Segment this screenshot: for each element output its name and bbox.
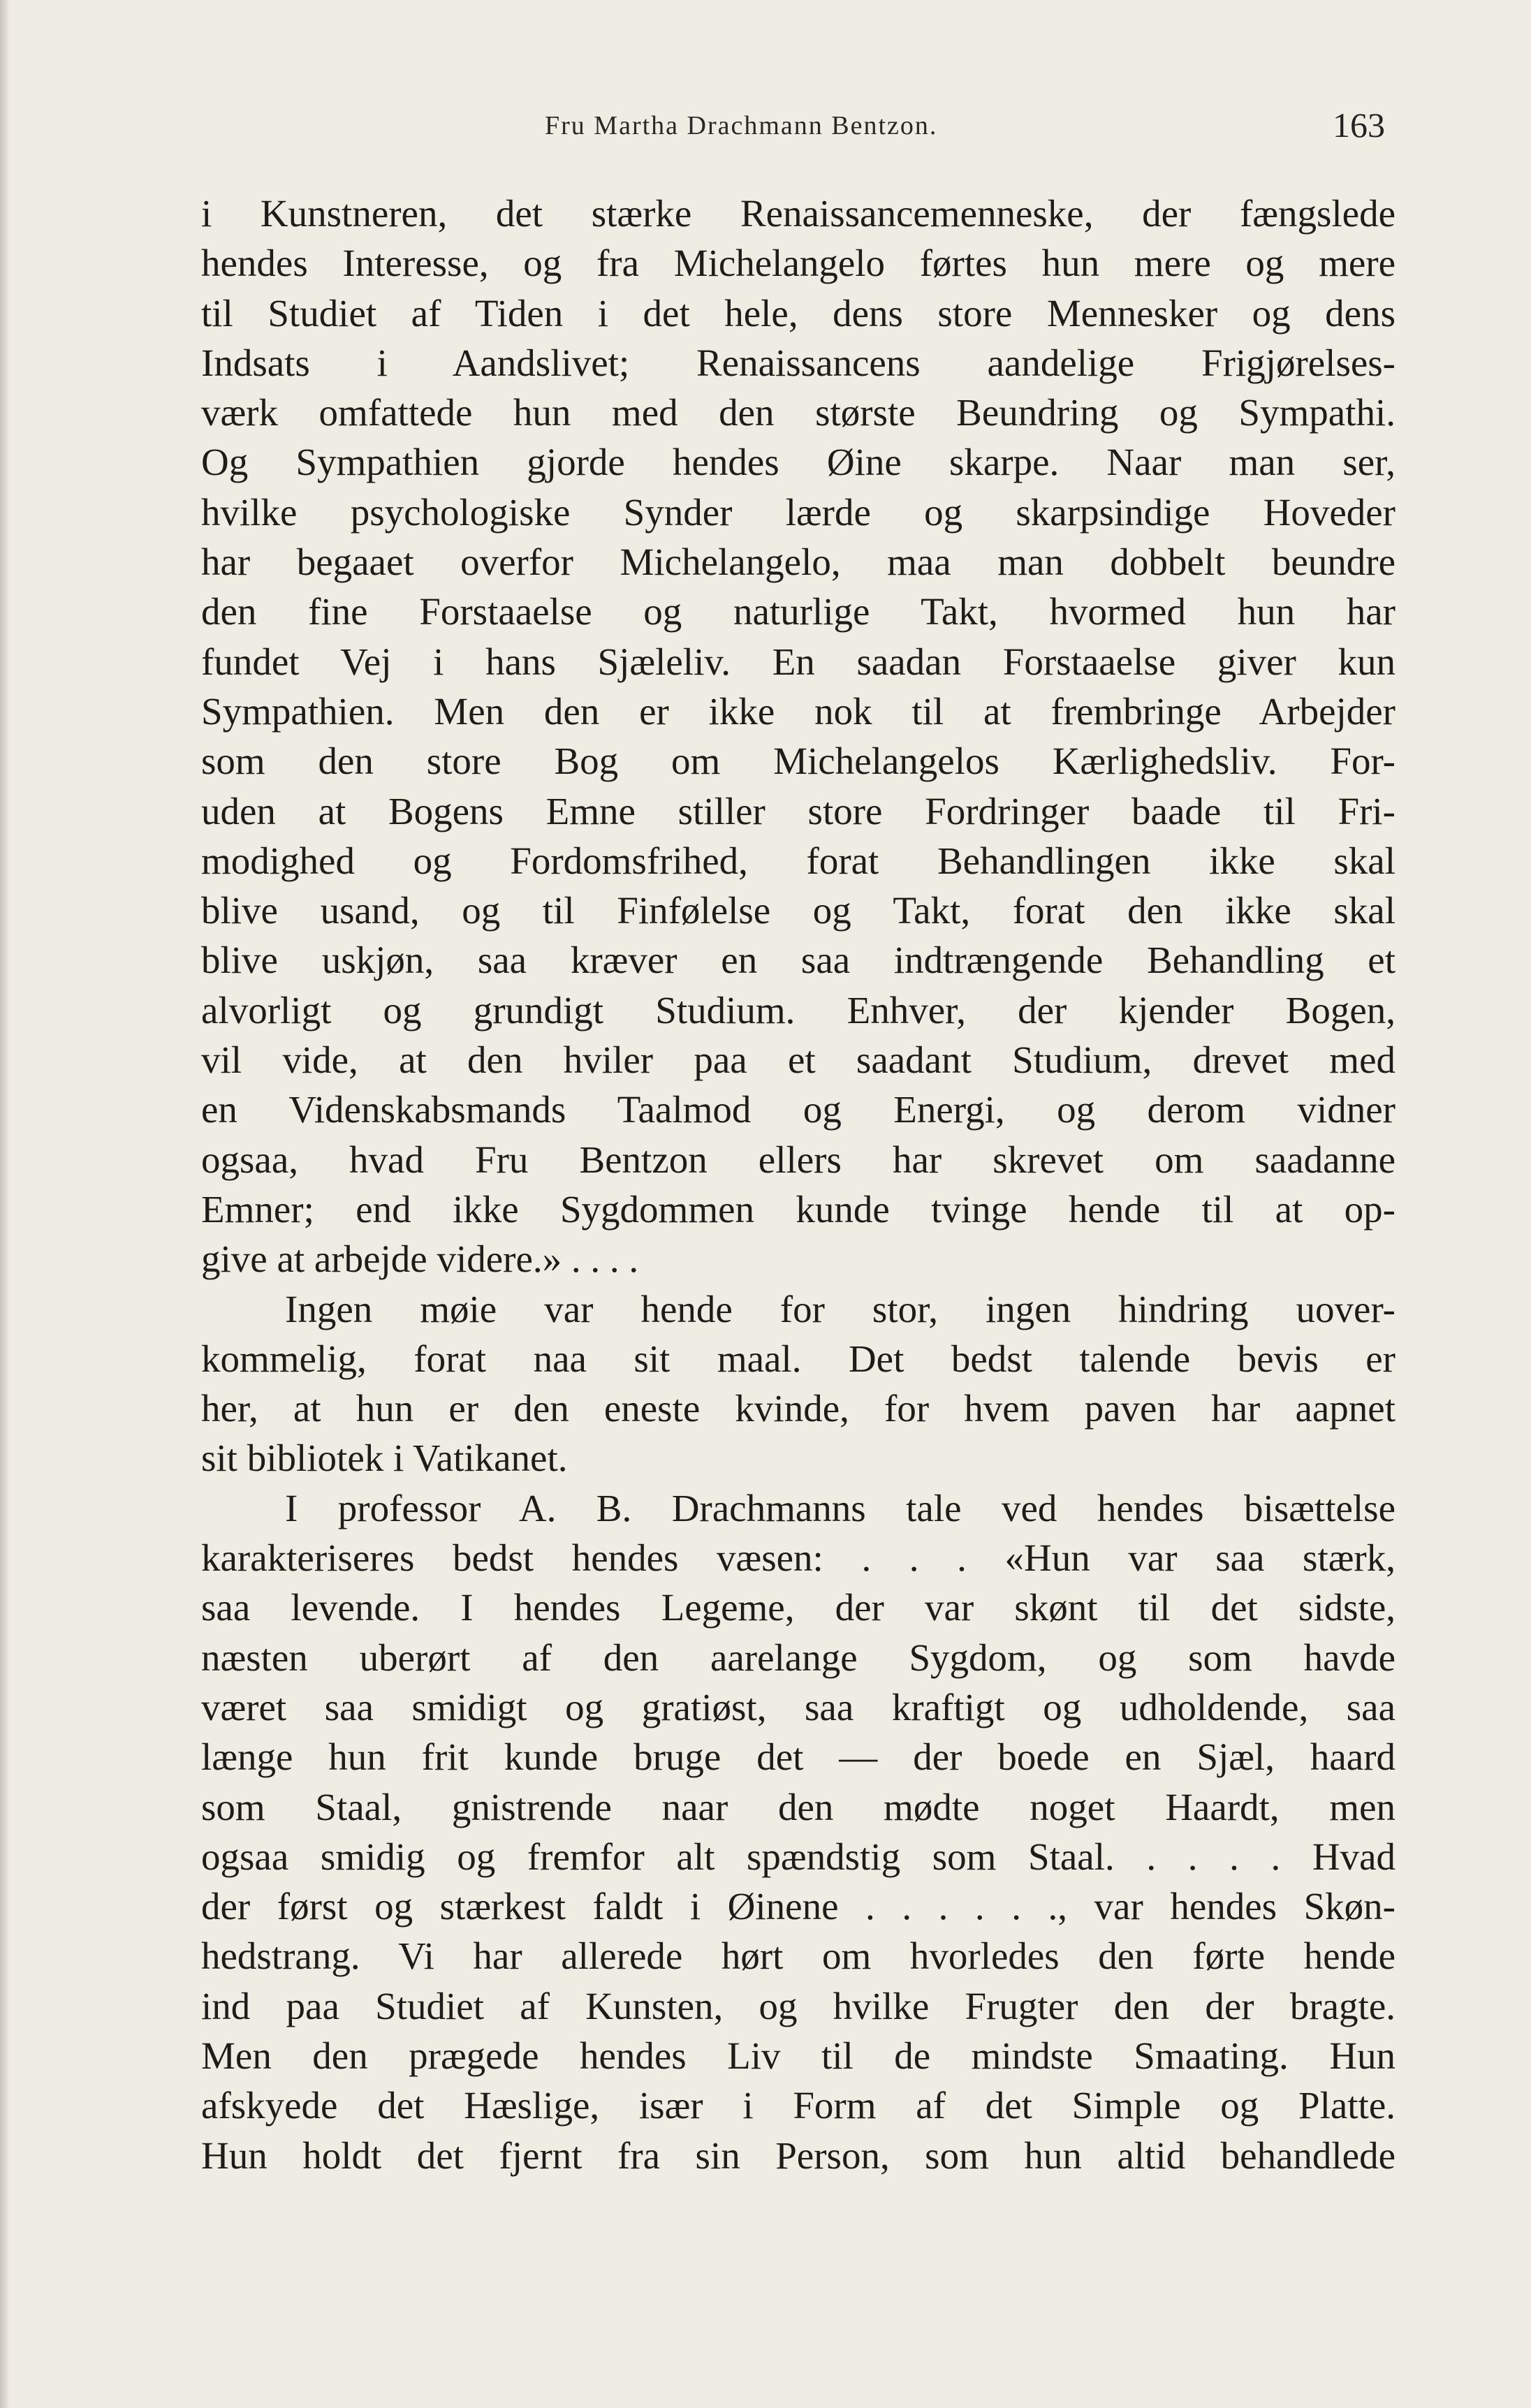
text-line: fundet Vej i hans Sjæleliv. En saadan Forstaaelse giver kun xyxy=(201,640,1396,683)
text-line: sit bibliotek i Vatikanet. xyxy=(201,1437,568,1480)
text-line: saa levende. I hendes Legeme, der var skønt til det sidste, xyxy=(201,1586,1396,1629)
text-line: hendes Interesse, og fra Michelangelo førtes hun mere og mere xyxy=(201,242,1396,285)
text-line: her, at hun er den eneste kvinde, for hvem paven har aapnet xyxy=(201,1387,1396,1430)
body-text xyxy=(201,189,1396,2180)
text-line: Sympathien. Men den er ikke nok til at frembringe Arbejder xyxy=(201,689,1396,733)
page-binding-edge xyxy=(0,0,10,2408)
text-line: Hun holdt det fjernt fra sin Person, som hun altid behandlede xyxy=(201,2134,1396,2177)
text-line: vil vide, at den hviler paa et saadant Studium, drevet med xyxy=(201,1038,1396,1082)
text-line: der først og stærkest faldt i Øinene . . . . . ., var hendes Skøn- xyxy=(201,1885,1396,1928)
text-line: som den store Bog om Michelangelos Kærlighedsliv. For- xyxy=(201,740,1396,783)
text-line: Emner; end ikke Sygdommen kunde tvinge hende til at op- xyxy=(201,1187,1396,1231)
text-line: uden at Bogens Emne stiller store Fordringer baade til Fri- xyxy=(201,789,1396,832)
text-line: i Kunstneren, det stærke Renaissancemenneske, der fængslede xyxy=(201,192,1396,235)
text-line: en Videnskabsmands Taalmod og Energi, og derom vidner xyxy=(201,1088,1396,1131)
text-line: værk omfattede hun med den største Beundring og Sympathi. xyxy=(201,391,1396,434)
text-line: hedstrang. Vi har allerede hørt om hvorledes den førte hende xyxy=(201,1935,1396,1978)
text-line: Men den prægede hendes Liv til de mindste Smaating. Hun xyxy=(201,2034,1396,2077)
text-line: blive uskjøn, saa kræver en saa indtrængende Behandling et xyxy=(201,939,1396,982)
running-head xyxy=(0,105,1531,152)
page-number: 163 xyxy=(1333,105,1385,145)
text-line: hvilke psychologiske Synder lærde og skarpsindige Hoveder xyxy=(201,490,1396,534)
text-line: Indsats i Aandslivet; Renaissancens aandelige Frigjørelses- xyxy=(201,341,1396,384)
text-line: I professor A. B. Drachmanns tale ved hendes bisættelse xyxy=(285,1486,1396,1529)
text-line: give at arbejde videre.» . . . . xyxy=(201,1238,639,1281)
text-line: karakteriseres bedst hendes væsen: . . . «Hun var saa stærk, xyxy=(201,1536,1396,1580)
text-line: kommelig, forat naa sit maal. Det bedst talende bevis er xyxy=(201,1337,1396,1380)
text-line: Og Sympathien gjorde hendes Øine skarpe. Naar man ser, xyxy=(201,441,1396,484)
text-line: næsten uberørt af den aarelange Sygdom, og som havde xyxy=(201,1636,1396,1679)
text-line: ogsaa, hvad Fru Bentzon ellers har skrevet om saadanne xyxy=(201,1138,1396,1181)
text-line: alvorligt og grundigt Studium. Enhver, der kjender Bogen, xyxy=(201,988,1396,1032)
text-line: som Staal, gnistrende naar den mødte noget Haardt, men xyxy=(201,1785,1396,1828)
text-line: har begaaet overfor Michelangelo, maa man dobbelt beundre xyxy=(201,541,1396,584)
text-line: modighed og Fordomsfrihed, forat Behandlingen ikke skal xyxy=(201,839,1396,882)
running-title: Fru Martha Drachmann Bentzon. xyxy=(545,111,938,140)
text-line: til Studiet af Tiden i det hele, dens store Mennesker og dens xyxy=(201,291,1396,335)
text-line: ogsaa smidig og fremfor alt spændstig som Staal. . . . . Hvad xyxy=(201,1835,1396,1878)
text-line: afskyede det Hæslige, især i Form af det Simple og Platte. xyxy=(201,2084,1396,2127)
text-line: blive usand, og til Finfølelse og Takt, forat den ikke skal xyxy=(201,889,1396,932)
text-line: den fine Forstaaelse og naturlige Takt, hvormed hun har xyxy=(201,590,1396,633)
text-line: været saa smidigt og gratiøst, saa kraftigt og udholdende, saa xyxy=(201,1685,1396,1728)
text-line: længe hun frit kunde bruge det — der boede en Sjæl, haard xyxy=(201,1735,1396,1779)
text-line: ind paa Studiet af Kunsten, og hvilke Frugter den der bragte. xyxy=(201,1984,1396,2027)
text-line: Ingen møie var hende for stor, ingen hindring uover- xyxy=(285,1287,1396,1330)
